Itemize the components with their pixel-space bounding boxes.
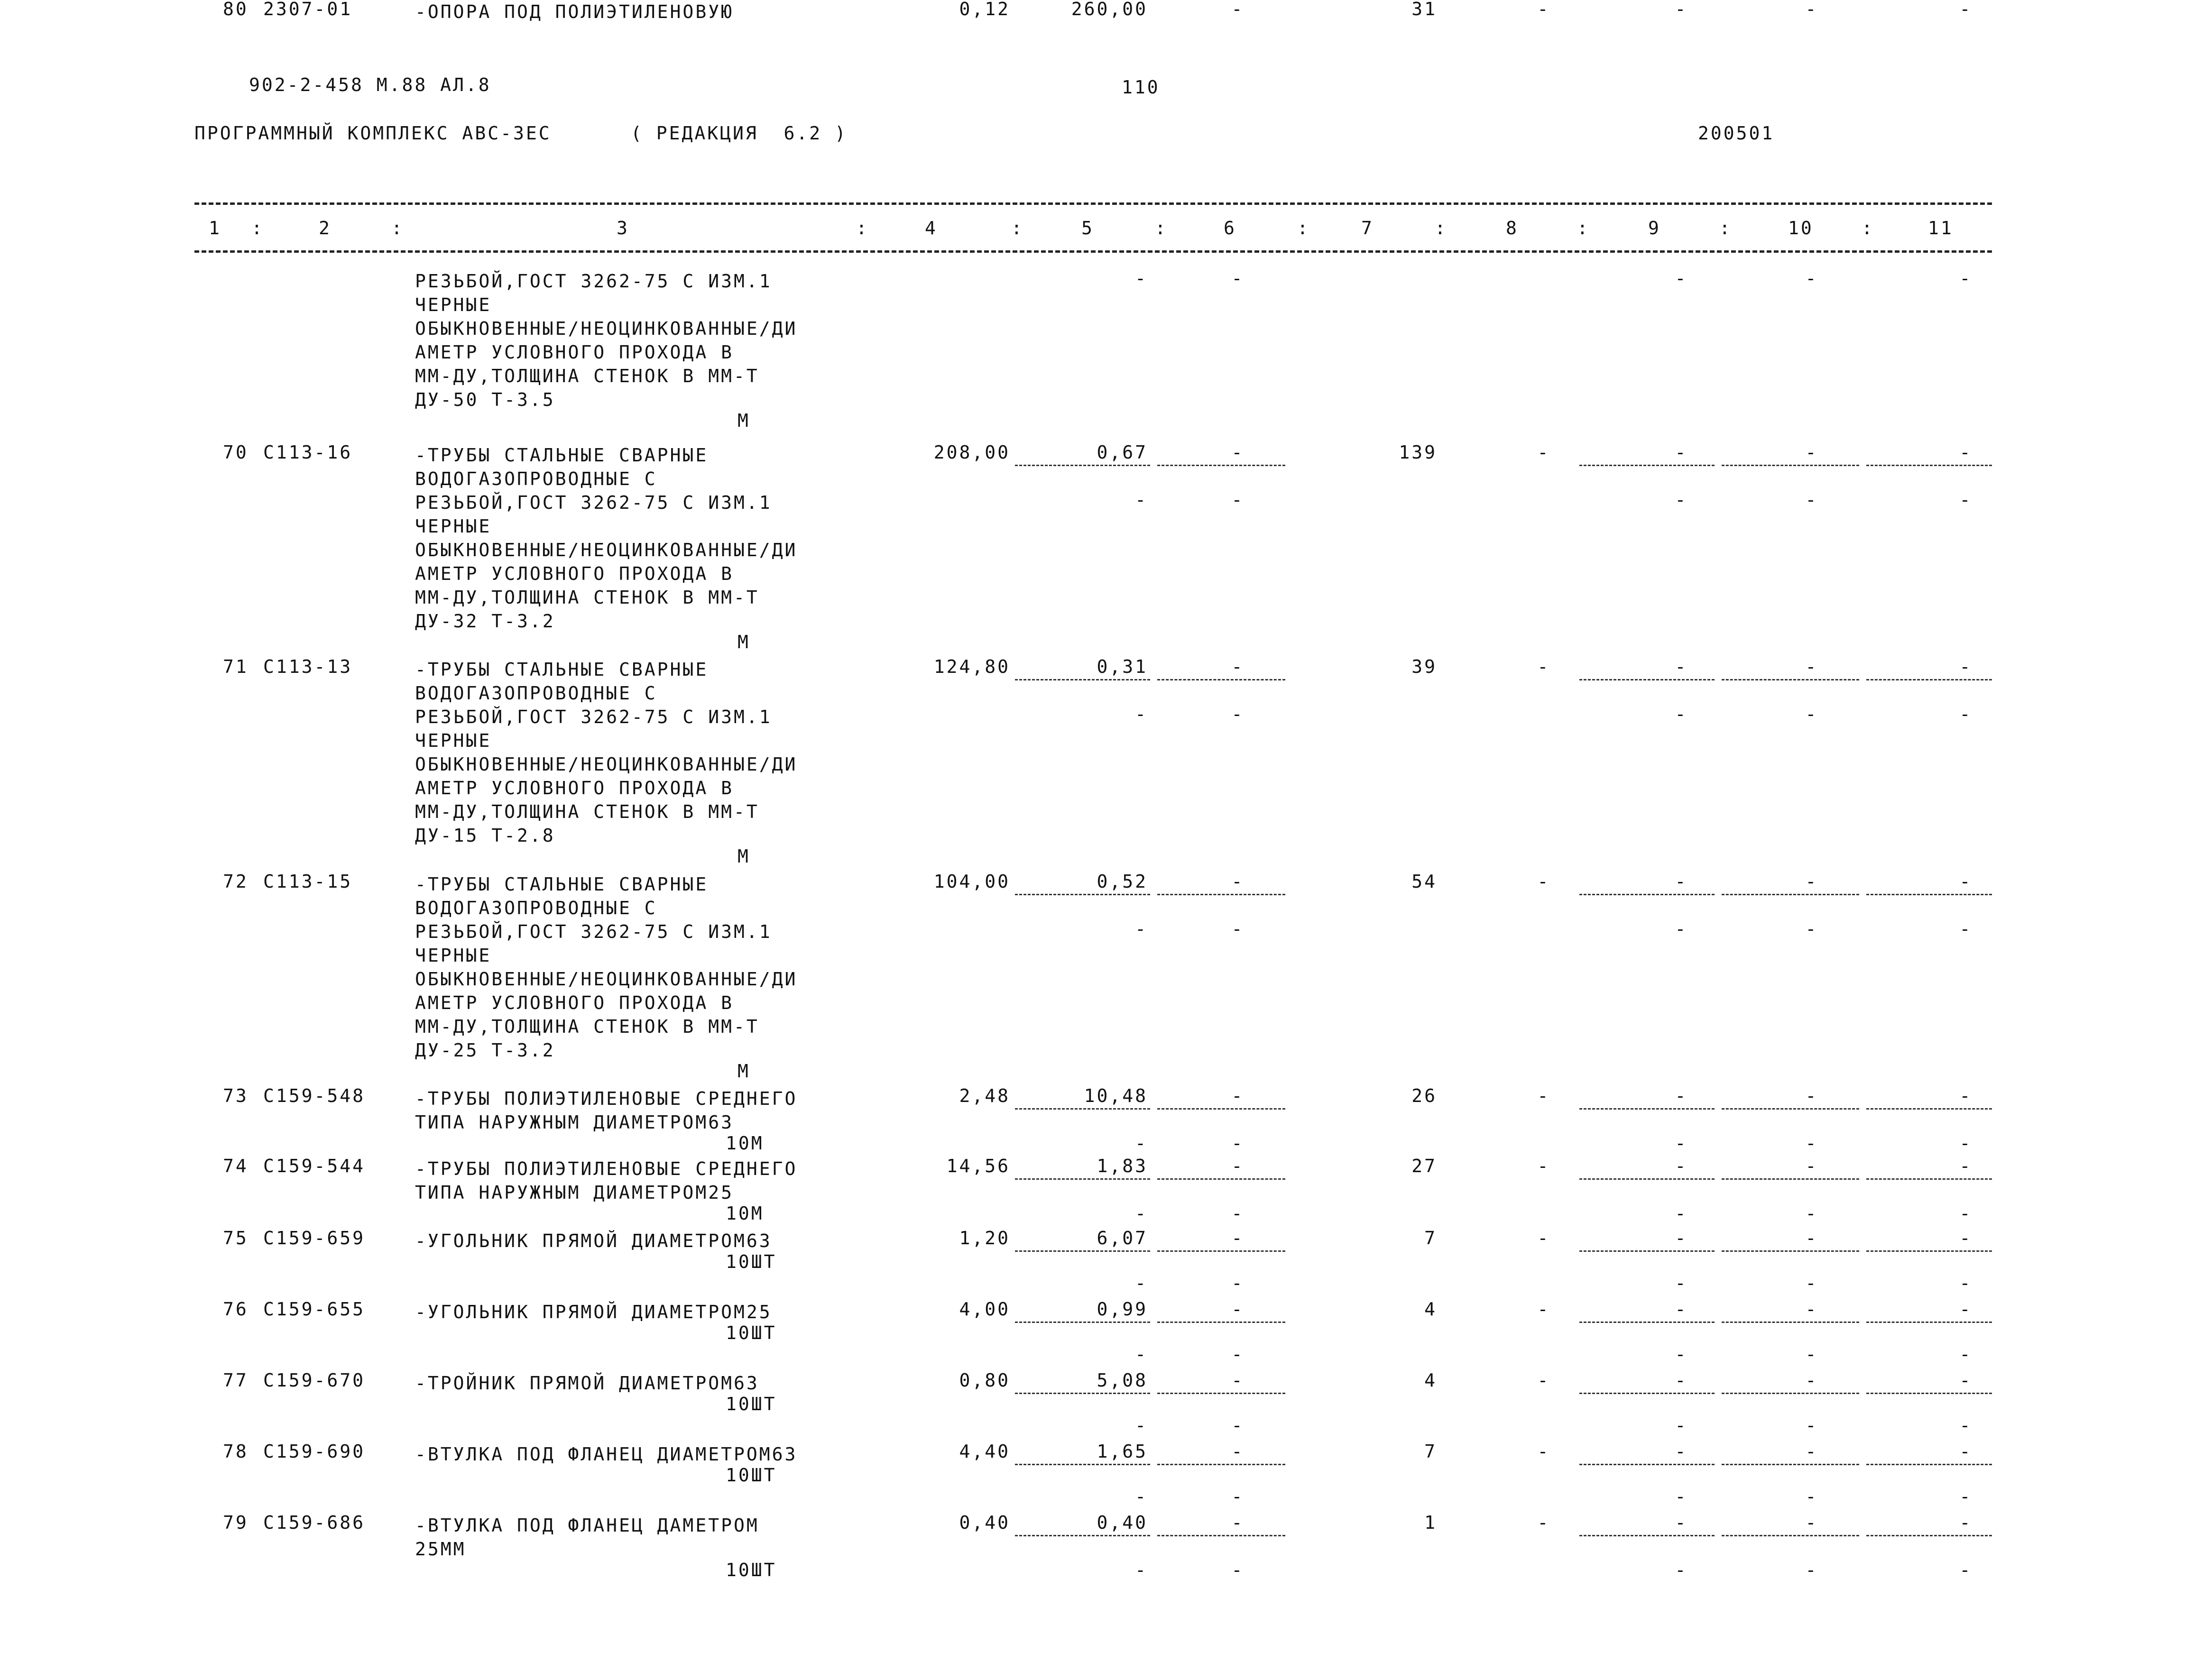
cell-col8: - — [1537, 0, 1550, 19]
cell-col11: - — [1959, 268, 1973, 289]
cell-col6-sub: - — [1231, 1203, 1245, 1224]
item-description: -ТРУБЫ СТАЛЬНЫЕ СВАРНЫЕ ВОДОГАЗОПРОВОДНЫЕ С РЕЗЬБОЙ,ГОСТ 3262-75 С ИЗМ.1 ЧЕРНЫЕ ОБЫКНОВЕННЫЕ/НЕОЦИНКОВАННЫЕ/ДИ АМЕТР УСЛОВНОГО ПРОХОДА В ММ-ДУ,ТОЛЩИНА СТЕНОК В ММ-Т ДУ-25 Т-3.2 — [415, 874, 798, 1061]
unit-label: М — [738, 846, 750, 867]
cell-divider — [1722, 894, 1859, 895]
cell-col11: - — [1959, 871, 1973, 892]
cell-col10: - — [1805, 1299, 1818, 1320]
cell-col10: - — [1805, 1370, 1818, 1391]
cell-col5: 0,52 — [1097, 871, 1148, 892]
column-header: 11 — [1928, 218, 1954, 239]
cell-divider — [1722, 1393, 1859, 1394]
cell-col6: - — [1231, 1228, 1245, 1249]
cell-col4: 124,80 — [933, 656, 1010, 677]
cell-divider — [1157, 679, 1285, 680]
column-header: 8 — [1506, 218, 1519, 239]
column-separator: : — [251, 218, 264, 239]
cell-divider — [1722, 1250, 1859, 1252]
cell-col4: 2,48 — [959, 1085, 1010, 1106]
cell-col6: - — [1231, 1441, 1245, 1462]
cell-col5: 1,65 — [1097, 1441, 1148, 1462]
cell-col9: - — [1675, 0, 1688, 19]
cell-col11-sub: - — [1959, 489, 1973, 510]
cell-col9: - — [1675, 1156, 1688, 1176]
cell-col9: - — [1675, 1370, 1688, 1391]
cell-col5-sub: - — [1135, 704, 1148, 725]
cell-col5-sub: - — [1135, 1203, 1148, 1224]
cell-col11-sub: - — [1959, 918, 1973, 939]
cell-divider — [1015, 1535, 1150, 1536]
cell-col4: 104,00 — [933, 871, 1010, 892]
price-code: С113-15 — [263, 871, 353, 892]
cell-col6: - — [1231, 1512, 1245, 1533]
price-code: С159-686 — [263, 1512, 366, 1533]
cell-col6-sub: - — [1231, 1486, 1245, 1507]
cell-col11: - — [1959, 656, 1973, 677]
cell-col10-sub: - — [1805, 704, 1818, 725]
cell-col7: 39 — [1411, 656, 1437, 677]
cell-col5: 1,83 — [1097, 1156, 1148, 1176]
cell-col6-sub: - — [1231, 1344, 1245, 1365]
cell-col9-sub: - — [1675, 1203, 1688, 1224]
cell-divider — [1866, 894, 1992, 895]
column-separator: : — [391, 218, 404, 239]
price-code: С159-544 — [263, 1156, 366, 1176]
cell-divider — [1866, 1250, 1992, 1252]
cell-col9-sub: - — [1675, 489, 1688, 510]
row-number: 80 — [223, 0, 249, 19]
column-separator: : — [1297, 218, 1310, 239]
cell-divider — [1579, 1250, 1715, 1252]
item-description: -ТРУБЫ СТАЛЬНЫЕ СВАРНЫЕ ВОДОГАЗОПРОВОДНЫЕ С РЕЗЬБОЙ,ГОСТ 3262-75 С ИЗМ.1 ЧЕРНЫЕ ОБЫКНОВЕННЫЕ/НЕОЦИНКОВАННЫЕ/ДИ АМЕТР УСЛОВНОГО ПРОХОДА В ММ-ДУ,ТОЛЩИНА СТЕНОК В ММ-Т ДУ-15 Т-2.8 — [415, 659, 798, 846]
cell-col10: - — [1805, 0, 1818, 19]
cell-col8: - — [1537, 1299, 1550, 1320]
cell-divider — [1015, 679, 1150, 680]
unit-label: 10ШТ — [726, 1394, 777, 1414]
cell-col9-sub: - — [1675, 918, 1688, 939]
cell-col9-sub: - — [1675, 704, 1688, 725]
cell-col5-sub: - — [1135, 1133, 1148, 1154]
cell-divider — [1722, 465, 1859, 466]
cell-col9-sub: - — [1675, 1344, 1688, 1365]
cell-col11: - — [1959, 1156, 1973, 1176]
cell-col11-sub: - — [1959, 1273, 1973, 1294]
cell-divider — [1015, 1322, 1150, 1323]
cell-col5: 0,67 — [1097, 442, 1148, 463]
cell-divider — [1722, 1322, 1859, 1323]
cell-col10-sub: - — [1805, 1560, 1818, 1580]
cell-col5: 10,48 — [1084, 1085, 1148, 1106]
cell-divider — [1157, 1535, 1285, 1536]
cell-divider — [1157, 1108, 1285, 1110]
cell-col9: - — [1675, 268, 1688, 289]
cell-divider — [1866, 679, 1992, 680]
cell-col11-sub: - — [1959, 1486, 1973, 1507]
cell-col8: - — [1537, 442, 1550, 463]
cell-col6-sub: - — [1231, 489, 1245, 510]
cell-divider — [1157, 1250, 1285, 1252]
cell-divider — [1866, 1393, 1992, 1394]
cell-divider — [1015, 1250, 1150, 1252]
price-code: С113-13 — [263, 656, 353, 677]
row-number: 71 — [223, 656, 249, 677]
cell-col4: 208,00 — [933, 442, 1010, 463]
price-code: 2307-01 — [263, 0, 353, 19]
edition-label: ( РЕДАКЦИЯ 6.2 ) — [631, 123, 848, 144]
cell-divider — [1722, 1178, 1859, 1180]
cell-col6-sub: - — [1231, 918, 1245, 939]
cell-col10: - — [1805, 268, 1818, 289]
cell-divider — [1157, 894, 1285, 895]
cell-col7: 139 — [1399, 442, 1437, 463]
cell-col4: 4,40 — [959, 1441, 1010, 1462]
cell-col5-sub: - — [1135, 1560, 1148, 1580]
row-number: 78 — [223, 1441, 249, 1462]
cell-col6: - — [1231, 871, 1245, 892]
cell-col7: 7 — [1424, 1228, 1437, 1249]
cell-col8: - — [1537, 871, 1550, 892]
price-code: С159-690 — [263, 1441, 366, 1462]
cell-divider — [1722, 1108, 1859, 1110]
cell-col11-sub: - — [1959, 1203, 1973, 1224]
row-number: 74 — [223, 1156, 249, 1176]
price-code: С159-655 — [263, 1299, 366, 1320]
cell-col9-sub: - — [1675, 1273, 1688, 1294]
cell-col9: - — [1675, 1085, 1688, 1106]
cell-col9: - — [1675, 1512, 1688, 1533]
cell-col5: - — [1135, 268, 1148, 289]
cell-divider — [1579, 1322, 1715, 1323]
cell-col10: - — [1805, 1085, 1818, 1106]
cell-col4: 4,00 — [959, 1299, 1010, 1320]
cell-divider — [1015, 1108, 1150, 1110]
cell-col4: 14,56 — [946, 1156, 1010, 1176]
cell-col8: - — [1537, 1228, 1550, 1249]
cell-col9-sub: - — [1675, 1133, 1688, 1154]
cell-col6: - — [1231, 656, 1245, 677]
cell-col10: - — [1805, 656, 1818, 677]
cell-divider — [1866, 1464, 1992, 1465]
cell-col5-sub: - — [1135, 1415, 1148, 1436]
cell-col7: 27 — [1411, 1156, 1437, 1176]
column-separator: : — [1011, 218, 1024, 239]
item-description: -ТРУБЫ ПОЛИЭТИЛЕНОВЫЕ СРЕДНЕГО ТИПА НАРУЖНЫМ ДИАМЕТРОМ25 — [415, 1158, 798, 1203]
column-header: 6 — [1224, 218, 1236, 239]
column-header: 9 — [1648, 218, 1661, 239]
unit-label: 10М — [726, 1203, 764, 1224]
cell-divider — [1579, 1464, 1715, 1465]
cell-col6-sub: - — [1231, 704, 1245, 725]
cell-divider — [1157, 465, 1285, 466]
cell-col7: 1 — [1424, 1512, 1437, 1533]
cell-col7: 26 — [1411, 1085, 1437, 1106]
unit-label: 10ШТ — [726, 1465, 777, 1486]
cell-divider — [1015, 1393, 1150, 1394]
column-separator: : — [1577, 218, 1590, 239]
cell-col5-sub: - — [1135, 1273, 1148, 1294]
cell-divider — [1157, 1393, 1285, 1394]
cell-divider — [1015, 894, 1150, 895]
cell-col10-sub: - — [1805, 1415, 1818, 1436]
cell-col8: - — [1537, 1156, 1550, 1176]
unit-label: М — [738, 1061, 750, 1082]
cell-divider — [1579, 894, 1715, 895]
cell-divider — [1579, 1108, 1715, 1110]
cell-col10-sub: - — [1805, 1486, 1818, 1507]
cell-col6: - — [1231, 1370, 1245, 1391]
table-top-rule — [194, 202, 1992, 205]
cell-col4: 0,40 — [959, 1512, 1010, 1533]
cell-col5: 0,40 — [1097, 1512, 1148, 1533]
column-header: 1 — [209, 218, 221, 239]
cell-col6: - — [1231, 1156, 1245, 1176]
cell-col11-sub: - — [1959, 1560, 1973, 1580]
price-code: С159-659 — [263, 1228, 366, 1249]
column-header: 10 — [1788, 218, 1814, 239]
price-code: С159-670 — [263, 1370, 366, 1391]
row-number: 75 — [223, 1228, 249, 1249]
cell-col8: - — [1537, 1085, 1550, 1106]
cell-col11: - — [1959, 1512, 1973, 1533]
cell-col6-sub: - — [1231, 1133, 1245, 1154]
cell-col5-sub: - — [1135, 1486, 1148, 1507]
unit-label: М — [738, 410, 750, 431]
cell-col10-sub: - — [1805, 1344, 1818, 1365]
cell-col11-sub: - — [1959, 704, 1973, 725]
cell-col11: - — [1959, 1441, 1973, 1462]
unit-label: 10М — [726, 1133, 764, 1154]
cell-col10-sub: - — [1805, 918, 1818, 939]
price-code: С159-548 — [263, 1085, 366, 1106]
cell-col9: - — [1675, 1299, 1688, 1320]
cell-divider — [1015, 1464, 1150, 1465]
cell-divider — [1722, 1535, 1859, 1536]
row-number: 70 — [223, 442, 249, 463]
cell-col6: - — [1231, 1299, 1245, 1320]
cell-divider — [1579, 1393, 1715, 1394]
cell-col6-sub: - — [1231, 1415, 1245, 1436]
item-description: -УГОЛЬНИК ПРЯМОЙ ДИАМЕТРОМ25 — [415, 1302, 772, 1322]
column-separator: : — [1862, 218, 1874, 239]
cell-col11-sub: - — [1959, 1133, 1973, 1154]
cell-col7: 4 — [1424, 1299, 1437, 1320]
cell-divider — [1015, 1178, 1150, 1180]
cell-col11: - — [1959, 1299, 1973, 1320]
cell-col8: - — [1537, 1370, 1550, 1391]
column-header: 2 — [319, 218, 332, 239]
column-header: 7 — [1361, 218, 1374, 239]
column-header: 3 — [617, 218, 629, 239]
row-number: 72 — [223, 871, 249, 892]
cell-divider — [1866, 1178, 1992, 1180]
row-number: 76 — [223, 1299, 249, 1320]
cell-col10: - — [1805, 871, 1818, 892]
cell-col11: - — [1959, 0, 1973, 19]
cell-col4: 0,12 — [959, 0, 1010, 19]
cell-col9: - — [1675, 1228, 1688, 1249]
cell-col9: - — [1675, 442, 1688, 463]
cell-col8: - — [1537, 1441, 1550, 1462]
cell-col6: - — [1231, 268, 1245, 289]
cell-col10-sub: - — [1805, 1133, 1818, 1154]
cell-col7: 4 — [1424, 1370, 1437, 1391]
cell-col10-sub: - — [1805, 1203, 1818, 1224]
cell-divider — [1157, 1464, 1285, 1465]
item-description: РЕЗЬБОЙ,ГОСТ 3262-75 С ИЗМ.1 ЧЕРНЫЕ ОБЫКНОВЕННЫЕ/НЕОЦИНКОВАННЫЕ/ДИ АМЕТР УСЛОВНОГО ПРОХОДА В ММ-ДУ,ТОЛЩИНА СТЕНОК В ММ-Т ДУ-50 Т-3.5 — [415, 271, 798, 410]
cell-col11-sub: - — [1959, 1344, 1973, 1365]
cell-col10-sub: - — [1805, 1273, 1818, 1294]
cell-col11-sub: - — [1959, 1415, 1973, 1436]
cell-col6: - — [1231, 442, 1245, 463]
cell-col5-sub: - — [1135, 489, 1148, 510]
cell-col11: - — [1959, 442, 1973, 463]
cell-col9: - — [1675, 1441, 1688, 1462]
cell-col5-sub: - — [1135, 1344, 1148, 1365]
column-header: 4 — [925, 218, 938, 239]
cell-col5: 6,07 — [1097, 1228, 1148, 1249]
cell-col4: 0,80 — [959, 1370, 1010, 1391]
cell-col5: 5,08 — [1097, 1370, 1148, 1391]
item-description: -ТРУБЫ ПОЛИЭТИЛЕНОВЫЕ СРЕДНЕГО ТИПА НАРУЖНЫМ ДИАМЕТРОМ63 — [415, 1088, 798, 1133]
cell-col7: 31 — [1411, 0, 1437, 19]
cell-col10: - — [1805, 442, 1818, 463]
cell-col10: - — [1805, 1512, 1818, 1533]
row-number: 79 — [223, 1512, 249, 1533]
cell-divider — [1866, 1535, 1992, 1536]
document-id: 200501 — [1698, 123, 1775, 144]
item-description: -ОПОРА ПОД ПОЛИЭТИЛЕНОВУЮ — [415, 1, 734, 22]
item-description: -ВТУЛКА ПОД ФЛАНЕЦ ДАМЕТРОМ 25ММ — [415, 1515, 759, 1560]
cell-col11: - — [1959, 1085, 1973, 1106]
column-separator: : — [856, 218, 869, 239]
unit-label: М — [738, 632, 750, 652]
cell-divider — [1157, 1178, 1285, 1180]
cell-col5-sub: - — [1135, 918, 1148, 939]
cell-divider — [1579, 465, 1715, 466]
cell-col6-sub: - — [1231, 1273, 1245, 1294]
cell-divider — [1722, 1464, 1859, 1465]
cell-divider — [1866, 465, 1992, 466]
cell-divider — [1157, 1322, 1285, 1323]
cell-col7: 54 — [1411, 871, 1437, 892]
page-number: 110 — [1122, 77, 1160, 98]
cell-col5: 260,00 — [1071, 0, 1148, 19]
column-header: 5 — [1081, 218, 1094, 239]
unit-label: 10ШТ — [726, 1322, 777, 1343]
cell-col7: 7 — [1424, 1441, 1437, 1462]
column-separator: : — [1155, 218, 1168, 239]
cell-col10: - — [1805, 1156, 1818, 1176]
item-description: -УГОЛЬНИК ПРЯМОЙ ДИАМЕТРОМ63 — [415, 1230, 772, 1251]
cell-divider — [1579, 679, 1715, 680]
cell-divider — [1579, 1535, 1715, 1536]
cell-divider — [1579, 1178, 1715, 1180]
table-header-rule — [194, 250, 1992, 253]
row-number: 73 — [223, 1085, 249, 1106]
cell-col11: - — [1959, 1370, 1973, 1391]
cell-col9-sub: - — [1675, 1415, 1688, 1436]
column-separator: : — [1719, 218, 1732, 239]
cell-col9: - — [1675, 656, 1688, 677]
row-number: 77 — [223, 1370, 249, 1391]
cell-col4: 1,20 — [959, 1228, 1010, 1249]
unit-label: 10ШТ — [726, 1560, 777, 1580]
cell-col8: - — [1537, 656, 1550, 677]
cell-col10: - — [1805, 1441, 1818, 1462]
cell-col9-sub: - — [1675, 1560, 1688, 1580]
cell-col10: - — [1805, 1228, 1818, 1249]
price-code: С113-16 — [263, 442, 353, 463]
item-description: -ВТУЛКА ПОД ФЛАНЕЦ ДИАМЕТРОМ63 — [415, 1444, 798, 1465]
cell-col6-sub: - — [1231, 1560, 1245, 1580]
cell-col6: - — [1231, 1085, 1245, 1106]
cell-col10-sub: - — [1805, 489, 1818, 510]
item-description: -ТРУБЫ СТАЛЬНЫЕ СВАРНЫЕ ВОДОГАЗОПРОВОДНЫЕ С РЕЗЬБОЙ,ГОСТ 3262-75 С ИЗМ.1 ЧЕРНЫЕ ОБЫКНОВЕННЫЕ/НЕОЦИНКОВАННЫЕ/ДИ АМЕТР УСЛОВНОГО ПРОХОДА В ММ-ДУ,ТОЛЩИНА СТЕНОК В ММ-Т ДУ-32 Т-3.2 — [415, 445, 798, 632]
column-separator: : — [1435, 218, 1447, 239]
cell-divider — [1866, 1322, 1992, 1323]
cell-divider — [1722, 679, 1859, 680]
cell-col9-sub: - — [1675, 1486, 1688, 1507]
item-description: -ТРОЙНИК ПРЯМОЙ ДИАМЕТРОМ63 — [415, 1373, 759, 1394]
cell-col9: - — [1675, 871, 1688, 892]
cell-col8: - — [1537, 1512, 1550, 1533]
cell-col5: 0,99 — [1097, 1299, 1148, 1320]
cell-divider — [1015, 465, 1150, 466]
cell-col6: - — [1231, 0, 1245, 19]
cell-divider — [1866, 1108, 1992, 1110]
cell-col11: - — [1959, 1228, 1973, 1249]
cell-col5: 0,31 — [1097, 656, 1148, 677]
program-title: ПРОГРАММНЫЙ КОМПЛЕКС АВС-3ЕС — [194, 123, 552, 144]
document-code: 902-2-458 М.88 АЛ.8 — [249, 74, 491, 95]
unit-label: 10ШТ — [726, 1251, 777, 1272]
